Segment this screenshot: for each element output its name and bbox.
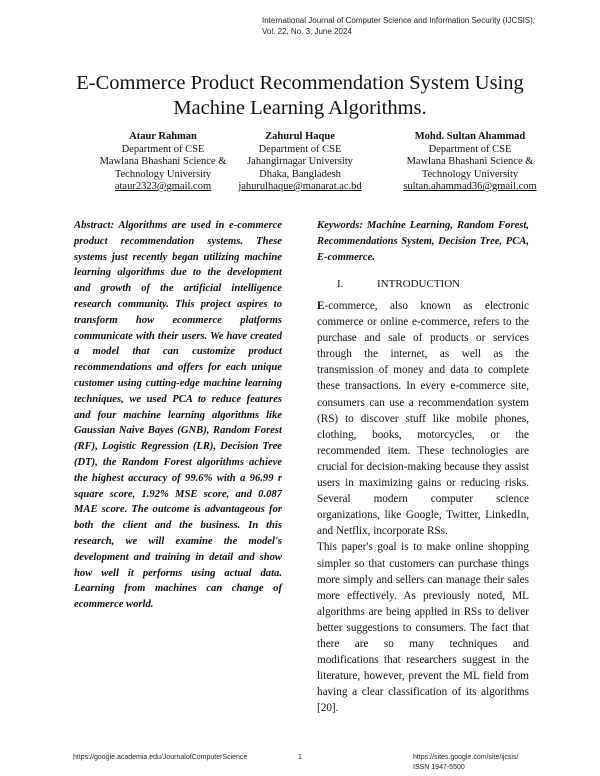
footer-right [413, 753, 553, 773]
journal-name: International Journal of Computer Science and Information Security (IJCSIS), [262, 16, 536, 25]
author-name: Zahurul Haque [265, 131, 335, 142]
author-department: Department of CSE [258, 143, 342, 155]
author-email-link[interactable]: sultan.ahammad36@gmail.com [403, 181, 537, 192]
author-affiliation-cont: Technology University [421, 168, 519, 180]
journal-header [262, 15, 562, 37]
author-block [385, 131, 555, 194]
footer-url-left[interactable]: https://google.academia.edu/JournalofComputerScience [73, 754, 248, 761]
author-email-link[interactable]: jahurulhaque@manarat.ac.bd [238, 181, 362, 192]
author-affiliation: Mawlana Bhashani Science & [406, 156, 534, 167]
title-line-2: Machine Learning Algorithms. [173, 97, 427, 119]
author-name: Ataur Rahman [129, 131, 197, 142]
section-title: INTRODUCTION [377, 278, 461, 290]
keywords-text: Keywords: Machine Learning, Random Forest, Recommendations System, Decision Tree, PCA, E-commerce. [317, 220, 529, 263]
author-affiliation-cont: Technology University [114, 168, 212, 180]
page-number: 1 [298, 754, 302, 761]
intro-paragraph-1 [317, 298, 529, 539]
abstract-text: Abstract: Algorithms are used in e-commerce product recommendation systems. These systems just recently began utilizing machine learning algorithms due to the development and growth of the artificial intelligence research community. This project aspires to transform how ecommerce platforms communicate with their users. We have created a model that can customize product recommendations and offers for each unique customer using cutting-edge machine learning techniques, we used PCA to reduce features and four machine learning algorithms like Gaussian Naive Bayes (GNB), Random Forest (RF), Logistic Regression (LR), Decision Tree (DT), the Random Forest algorithms achieve the highest accuracy of 99.6% with a 96.99 r square score, 1.92% MSE score, and 0.087 MAE score. The outcome is advantageous for both the client and the business. In this research, we will examine the model's development and training in detail and show how well it performs using actual data. Learning from machines can change of ecommerce world. [74, 220, 282, 611]
drop-letter: E [317, 300, 325, 312]
introduction-body [317, 298, 529, 716]
intro-paragraph-1-text: -commerce, also known as electronic commerce or online e-commerce, refers to the purchase and sale of products or services through the internet, as well as the transmission of money and data to complete these transactions. In every e-commerce site, consumers can use a recommendation system (RS) to discover stuff like mobile phones, clothing, books, motorcycles, or the recommended item. These technologies are crucial for decision-making because they assist users in maximizing gains or reducing risks. Several modern computer science organizations, like Google, Twitter, LinkedIn, and Netflix, incorporate RSs. [317, 300, 529, 538]
footer-url-right[interactable]: https://sites.google.com/site/ijcsis/ [413, 754, 519, 761]
author-affiliation: Mawlana Bhashani Science & [99, 156, 227, 167]
paper-title [40, 71, 560, 121]
author-email-link[interactable]: ataur2323@gmail.com [114, 181, 212, 192]
author-department: Department of CSE [428, 143, 512, 155]
author-location: Dhaka, Bangladesh [259, 168, 341, 180]
footer-issn: ISSN 1947-5500 [413, 764, 465, 771]
section-number: I. [337, 278, 344, 290]
author-name: Mohd. Sultan Ahammad [414, 131, 526, 142]
author-department: Department of CSE [121, 143, 205, 155]
section-heading [317, 277, 529, 291]
intro-paragraph-2: This paper's goal is to make online shopping simpler so that customers can purchase things more simply and sellers can manage their sales more effectively. As previously noted, ML algorithms are being applied in RSs to deliver better suggestions to consumers. The fact that there are so many techniques and modifications that researchers suggest in the literature, however, prevent the ML field from having a clear classification of its algorithms [20]. [317, 541, 529, 715]
author-block [215, 131, 385, 194]
author-affiliation: Jahangirnagar University [247, 156, 353, 167]
title-line-1: E-Commerce Product Recommendation System Using [76, 72, 524, 94]
journal-issue: Vol. 22, No. 3, June 2024 [262, 27, 352, 36]
